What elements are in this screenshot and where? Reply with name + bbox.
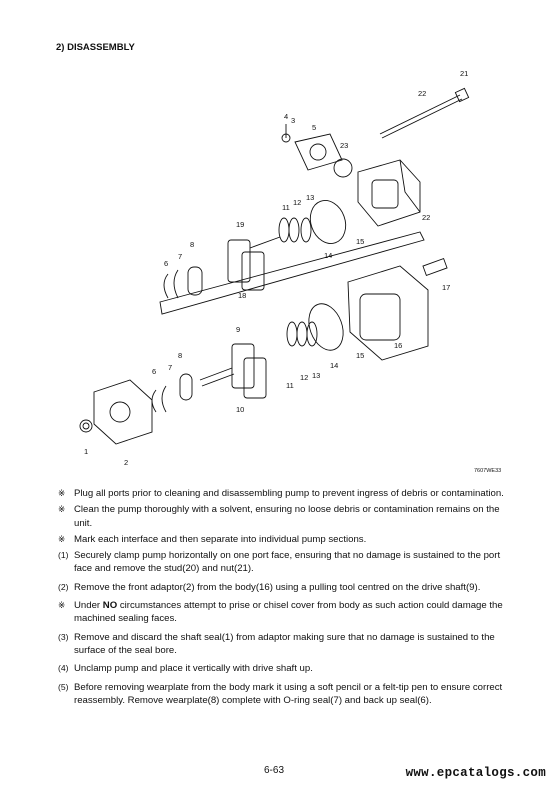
note-text: Plug all ports prior to cleaning and disassembling pump to prevent ingress of debris or contamination.	[74, 488, 504, 499]
seal-ring-23	[334, 159, 352, 177]
note-text: Clean the pump thoroughly with a solvent, ensuring no loose debris or contamination remains on the unit.	[74, 504, 500, 529]
seal-7-lower	[162, 386, 166, 412]
callout-10: 10	[236, 405, 245, 414]
seal-12-upper	[289, 218, 299, 242]
callout-13-upper: 13	[306, 193, 315, 202]
callout-1: 1	[84, 447, 89, 456]
step-text: Remove and discard the shaft seal(1) from adaptor making sure that no damage is sustained to the surface of the seal bore.	[74, 631, 495, 656]
step-text: Securely clamp pump horizontally on one port face, ensuring that no damage is sustained to the port face and remove the stud(20) and nut(21).	[74, 550, 501, 575]
callout-15-lower: 15	[356, 351, 365, 360]
callout-11-upper: 11	[282, 203, 290, 212]
gear-18	[242, 252, 264, 290]
step-number: (5)	[58, 681, 69, 692]
note-marker: ※	[58, 488, 66, 498]
shaft-seal-1	[80, 420, 92, 432]
step-number: (2)	[58, 581, 69, 592]
step-text: Before removing wearplate from the body mark it using a soft pencil or a felt-tip pen to ensure correct reassembly. Remove wearplate(8) complete with O-ring seal(7) and back up seal(6).	[74, 681, 503, 706]
seal-6-upper	[164, 274, 168, 298]
tie-rod	[380, 95, 460, 134]
note-marker: ※	[58, 504, 66, 515]
callout-12-upper: 12	[293, 198, 302, 207]
gear-19	[228, 240, 250, 282]
oring-14-upper	[305, 196, 352, 249]
note-text	[74, 599, 504, 626]
callout-8-lower: 8	[178, 351, 183, 360]
seal-7-upper	[174, 270, 178, 298]
callout-7-upper: 7	[178, 252, 183, 261]
seal-13-upper	[301, 218, 311, 242]
callout-9: 9	[236, 325, 241, 334]
exploded-pump-diagram	[60, 62, 510, 482]
seal-11-lower	[287, 322, 297, 346]
note-no-prise	[58, 599, 504, 626]
callout-labels	[84, 69, 501, 474]
step-text: Remove the front adaptor(2) from the body(16) using a pulling tool centred on the drive shaft(9).	[74, 581, 481, 593]
callout-6-upper: 6	[164, 259, 169, 268]
callout-7-lower: 7	[168, 363, 173, 372]
note-text-before: Under	[74, 600, 103, 612]
rear-body-upper	[358, 160, 420, 226]
note-text: Mark each interface and then separate into individual pump sections.	[74, 533, 367, 545]
step-2	[58, 581, 504, 594]
drive-shaft	[200, 368, 232, 380]
section-title: 2) DISASSEMBLY	[56, 42, 135, 53]
callout-17: 17	[442, 283, 451, 292]
note-marker: ※	[58, 600, 66, 611]
callout-15-upper: 15	[356, 237, 365, 246]
note-plug-ports	[58, 487, 504, 500]
step-number: (3)	[58, 631, 69, 642]
rod-nut	[455, 88, 468, 101]
seal-11-upper	[279, 218, 289, 242]
front-adaptor-2	[94, 380, 152, 444]
wearplate-8-lower	[180, 374, 192, 400]
callout-8-upper: 8	[190, 240, 195, 249]
callout-22-side: 22	[422, 213, 431, 222]
callout-14-upper: 14	[324, 251, 333, 260]
note-clean-pump	[58, 503, 504, 530]
gear-9	[232, 344, 254, 388]
callout-19: 19	[236, 220, 245, 229]
step-4	[58, 662, 504, 675]
step-number: (4)	[58, 663, 69, 674]
step-5	[58, 681, 504, 708]
figure-code: 7607WE33	[474, 468, 502, 474]
callout-6-lower: 6	[152, 367, 157, 376]
step-3	[58, 631, 504, 658]
callout-22-top: 22	[418, 89, 427, 98]
page-number: 6-63	[264, 765, 285, 776]
callout-5: 5	[312, 123, 317, 132]
seal-12-lower	[297, 322, 307, 346]
callout-13-lower: 13	[312, 371, 321, 380]
callout-12-lower: 12	[300, 373, 309, 382]
note-text-after: circumstances attempt to prise or chisel cover from body as such action could damage the machined sealing faces.	[74, 600, 503, 625]
step-number: (1)	[58, 550, 69, 561]
note-mark-interface	[58, 533, 504, 546]
callout-2: 2	[124, 458, 129, 467]
callout-18: 18	[238, 291, 247, 300]
callout-3: 3	[291, 116, 296, 125]
callout-16: 16	[394, 341, 403, 350]
stud-17	[423, 259, 447, 276]
callout-23: 23	[340, 141, 349, 150]
callout-14-lower: 14	[330, 361, 339, 370]
seal-6-lower	[152, 390, 156, 412]
step-1	[58, 549, 504, 576]
oring-14-lower	[303, 299, 349, 355]
step-text: Unclamp pump and place it vertically with drive shaft up.	[74, 663, 313, 675]
callout-11-lower: 11	[286, 381, 294, 390]
watermark: www.epcatalogs.com	[405, 766, 546, 780]
note-text-bold: NO	[102, 600, 118, 612]
callout-21: 21	[460, 69, 469, 78]
instructions-text	[58, 487, 504, 710]
callout-4: 4	[284, 112, 289, 121]
gear-10	[244, 358, 266, 398]
note-marker: ※	[58, 533, 66, 544]
